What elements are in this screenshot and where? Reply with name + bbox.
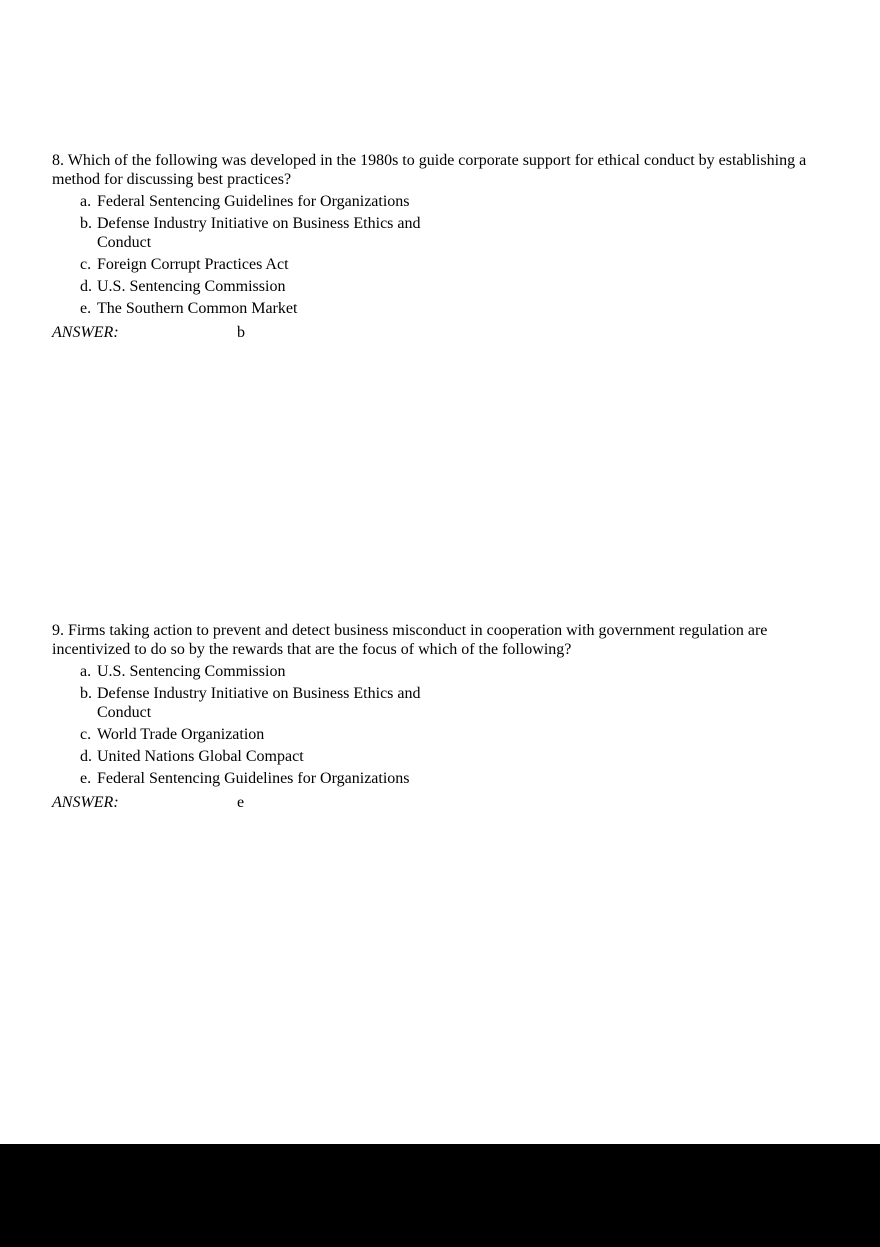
answer-value: b (237, 324, 245, 341)
answer-row (52, 323, 808, 342)
answer-label: ANSWER: (52, 324, 119, 341)
option-text: Federal Sentencing Guidelines for Organizations (97, 770, 410, 787)
option-text: U.S. Sentencing Commission (97, 278, 286, 295)
option-letter: b. (80, 685, 92, 702)
option-row-d (80, 277, 808, 296)
question-text: 8. Which of the following was developed in the 1980s to guide corporate support for ethical conduct by establishing a method for discussing best practices? (52, 152, 807, 188)
option-text: Defense Industry Initiative on Business Ethics and Conduct (97, 685, 421, 721)
answer-row (52, 793, 808, 812)
question-text: 9. Firms taking action to prevent and detect business misconduct in cooperation with government regulation are incentivized to do so by the rewards that are the focus of which of the following? (52, 622, 768, 658)
option-letter: b. (80, 215, 92, 232)
option-row-c (80, 255, 808, 274)
option-row-d (80, 747, 808, 766)
option-letter: a. (80, 663, 92, 680)
option-row-a (80, 192, 808, 211)
option-text: Federal Sentencing Guidelines for Organizations (97, 193, 410, 210)
question-block-8 (52, 151, 808, 342)
option-letter: d. (80, 748, 92, 765)
option-row-b (80, 684, 808, 722)
option-letter: c. (80, 256, 92, 273)
options-list (52, 662, 808, 788)
option-row-e (80, 769, 808, 788)
option-letter: e. (80, 770, 92, 787)
options-list (52, 192, 808, 318)
answer-label: ANSWER: (52, 794, 119, 811)
option-text: United Nations Global Compact (97, 748, 304, 765)
option-letter: d. (80, 278, 92, 295)
option-text: Defense Industry Initiative on Business Ethics and Conduct (97, 215, 421, 251)
option-letter: e. (80, 300, 92, 317)
option-row-c (80, 725, 808, 744)
option-text: World Trade Organization (97, 726, 265, 743)
option-text: U.S. Sentencing Commission (97, 663, 286, 680)
option-text: Foreign Corrupt Practices Act (97, 256, 289, 273)
option-text: The Southern Common Market (97, 300, 298, 317)
option-row-a (80, 662, 808, 681)
option-letter: a. (80, 193, 92, 210)
answer-value: e (237, 794, 245, 811)
question-block-9 (52, 621, 808, 812)
option-row-e (80, 299, 808, 318)
page-footer-bar (0, 1144, 880, 1247)
option-row-b (80, 214, 808, 252)
option-letter: c. (80, 726, 92, 743)
